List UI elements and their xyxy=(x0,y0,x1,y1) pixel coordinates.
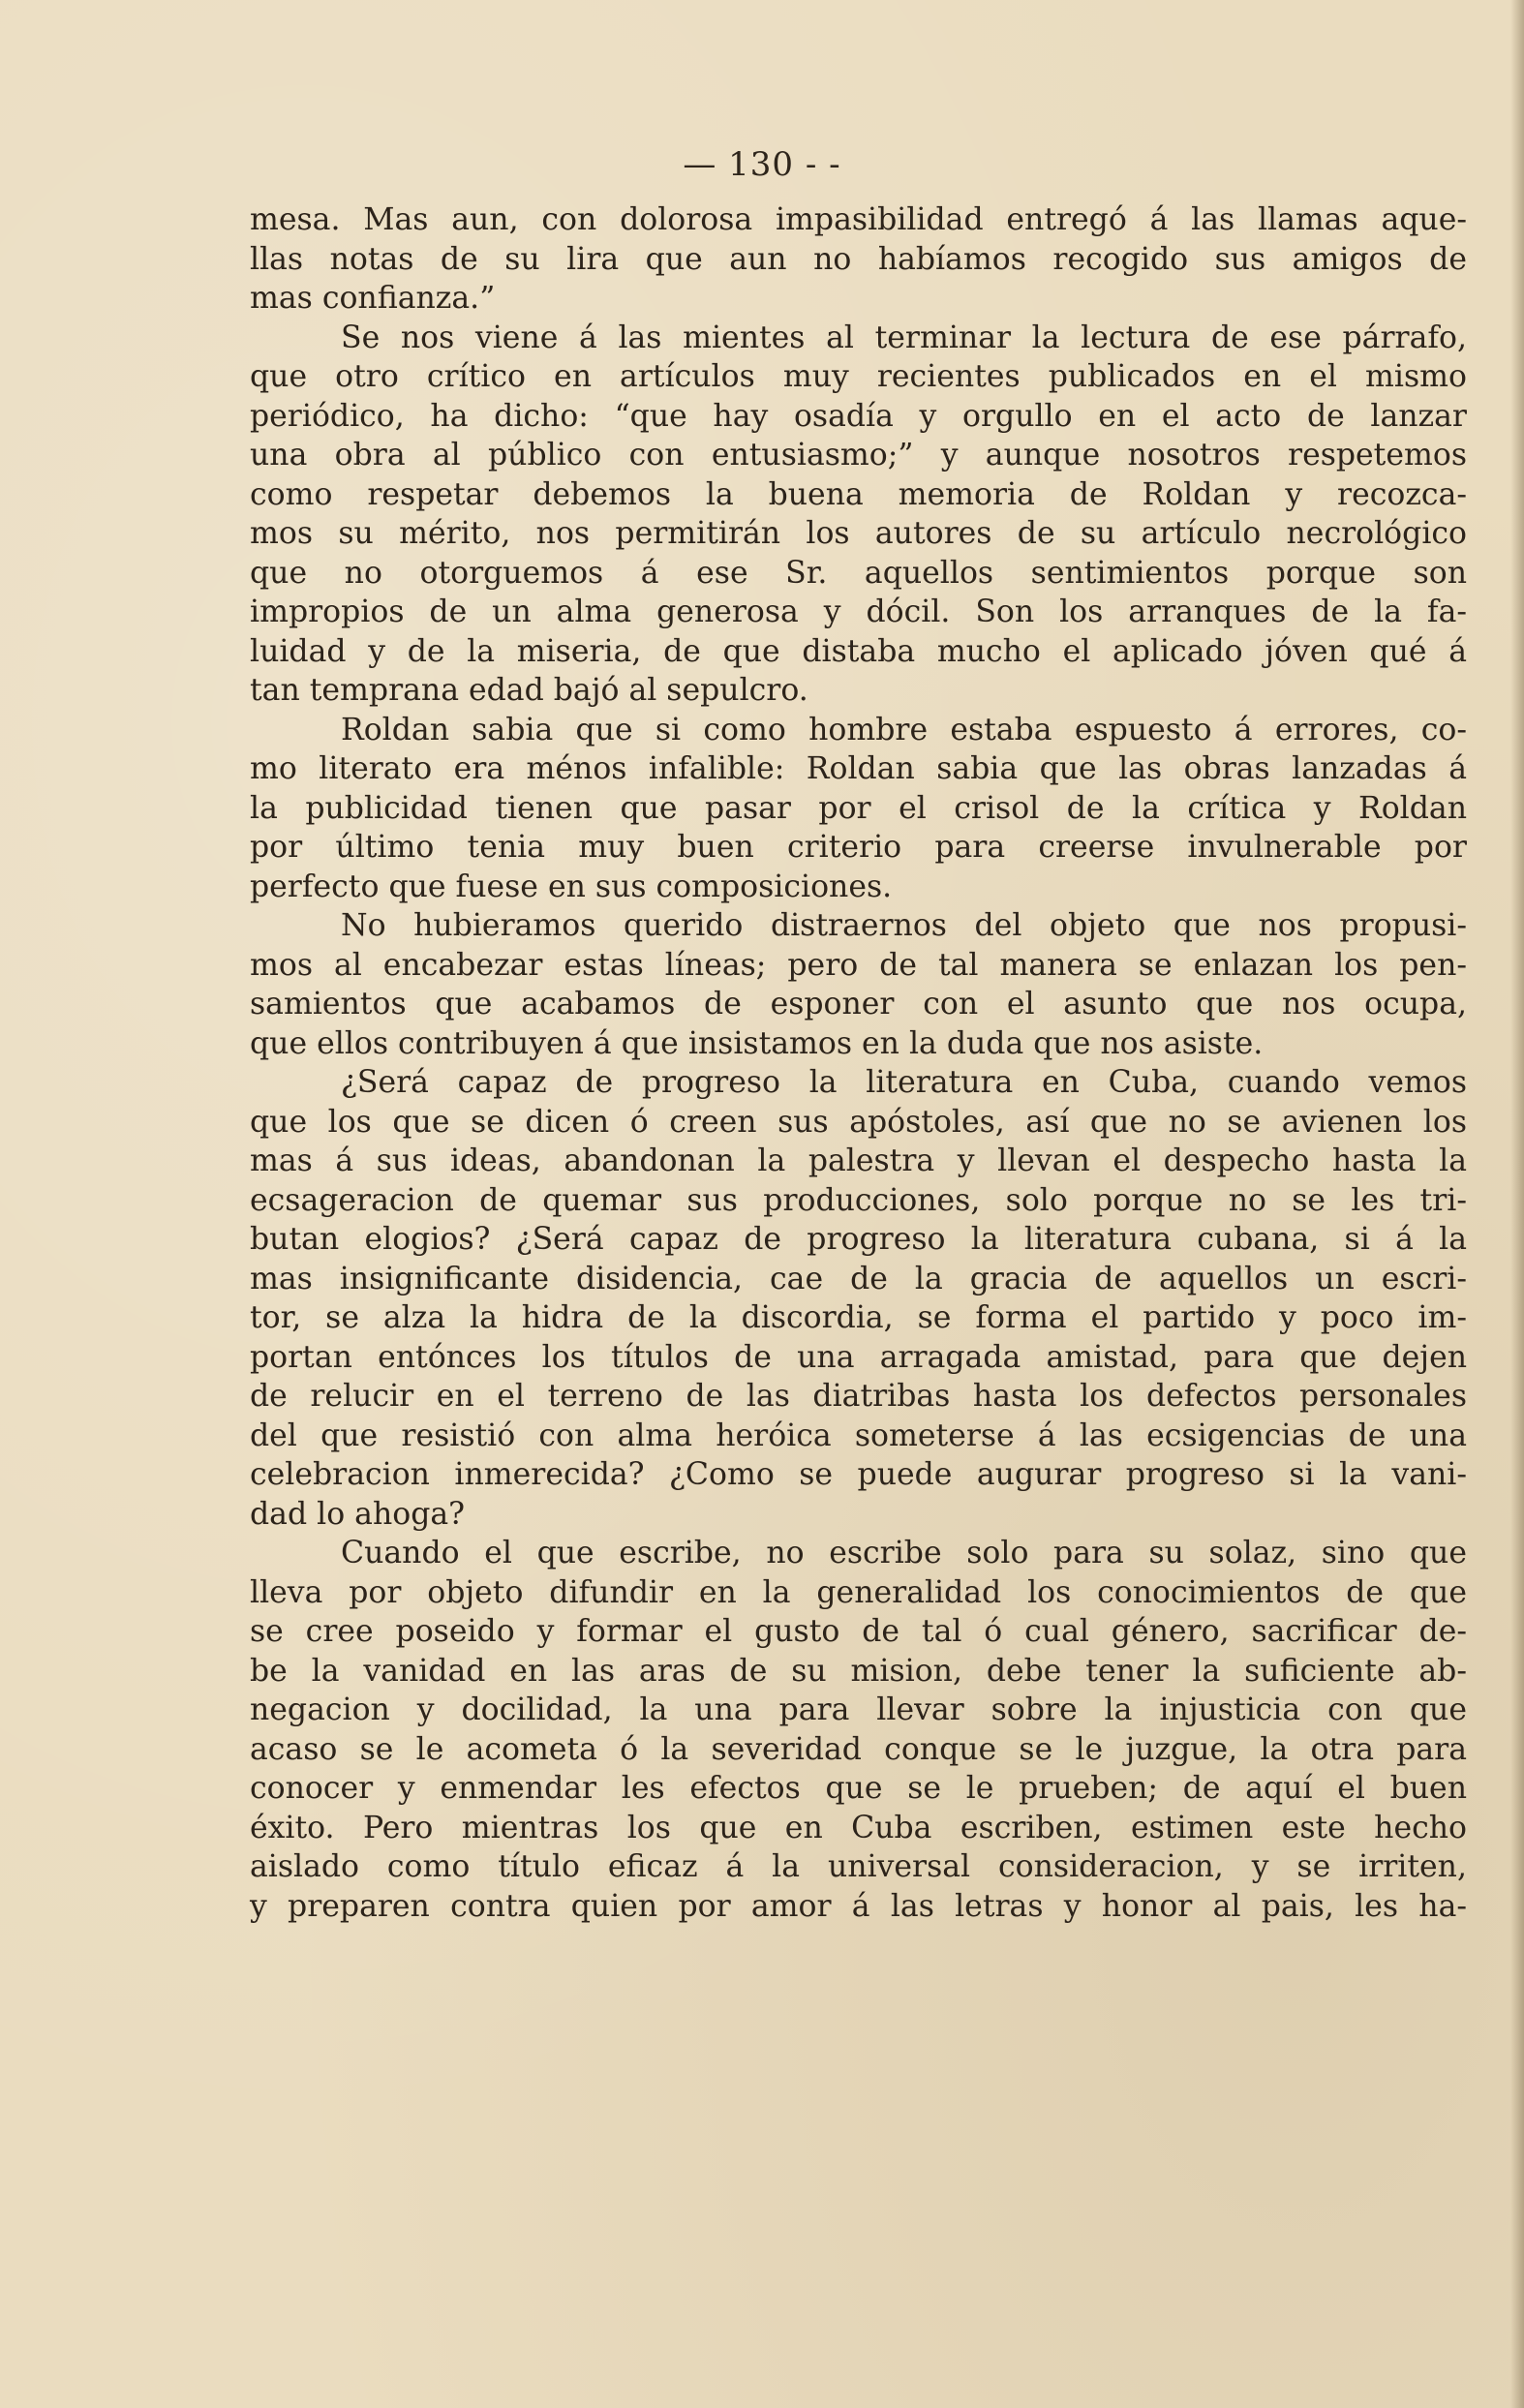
text-line: mas á sus ideas, abandonan la palestra y llevan el despecho hasta la xyxy=(250,1143,1467,1178)
text-line: portan entónces los títulos de una arragada amistad, para que dejen xyxy=(250,1339,1467,1375)
paragraph-first-line: Roldan sabia que si como hombre estaba espuesto á errores, co- xyxy=(341,712,1467,747)
text-line: mas insignificante disidencia, cae de la gracia de aquellos un escri- xyxy=(250,1261,1467,1296)
text-line: impropios de un alma generosa y dócil. Son los arranques de la fa- xyxy=(250,594,1467,629)
text-line: aislado como título eficaz á la universal consideracion, y se irriten, xyxy=(250,1849,1467,1884)
text-line: que otro crítico en artículos muy recientes publicados en el mismo xyxy=(250,359,1467,394)
paragraph-first-line: Se nos viene á las mientes al terminar la lectura de ese párrafo, xyxy=(341,320,1467,355)
text-line: se cree poseido y formar el gusto de tal ó cual género, sacrificar de- xyxy=(250,1614,1467,1649)
text-line: butan elogios? ¿Será capaz de progreso la literatura cubana, si á la xyxy=(250,1222,1467,1257)
text-line: perfecto que fuese en sus composiciones. xyxy=(250,869,893,904)
text-line: mos al encabezar estas líneas; pero de tal manera se enlazan los pen- xyxy=(250,947,1467,983)
page-number: — 130 - - xyxy=(683,145,841,184)
text-line: que no otorguemos á ese Sr. aquellos sentimientos porque son xyxy=(250,555,1467,591)
text-line: y preparen contra quien por amor á las letras y honor al pais, les ha- xyxy=(250,1888,1467,1924)
text-line: mo literato era ménos infalible: Roldan sabia que las obras lanzadas á xyxy=(250,751,1467,786)
text-line: lleva por objeto difundir en la generalidad los conocimientos de que xyxy=(250,1574,1467,1610)
paragraph-first-line: ¿Será capaz de progreso la literatura en Cuba, cuando vemos xyxy=(341,1065,1467,1100)
text-line: negacion y docilidad, la una para llevar sobre la injusticia con que xyxy=(250,1692,1467,1727)
text-line: tor, se alza la hidra de la discordia, se forma el partido y poco im- xyxy=(250,1300,1467,1335)
text-line: be la vanidad en las aras de su mision, debe tener la suficiente ab- xyxy=(250,1653,1467,1689)
body-text xyxy=(250,200,1467,1926)
page-edge-shadow xyxy=(1510,0,1524,2408)
text-line: por último tenia muy buen criterio para creerse invulnerable por xyxy=(250,830,1467,865)
text-line: del que resistió con alma heróica someterse á las ecsigencias de una xyxy=(250,1417,1467,1453)
text-line: conocer y enmendar les efectos que se le prueben; de aquí el buen xyxy=(250,1771,1467,1806)
text-line: mos su mérito, nos permitirán los autores de su artículo necrológico xyxy=(250,516,1467,551)
text-line: periódico, ha dicho: “que hay osadía y orgullo en el acto de lanzar xyxy=(250,398,1467,434)
text-line: dad lo ahoga? xyxy=(250,1496,466,1532)
text-line: acaso se le acometa ó la severidad conque se le juzgue, la otra para xyxy=(250,1731,1467,1767)
text-line: llas notas de su lira que aun no habíamos recogido sus amigos de xyxy=(250,241,1467,277)
paragraph-first-line: Cuando el que escribe, no escribe solo para su solaz, sino que xyxy=(341,1536,1467,1570)
text-line: que ellos contribuyen á que insistamos en la duda que nos asiste. xyxy=(250,1025,1264,1061)
text-line: de relucir en el terreno de las diatribas hasta los defectos personales xyxy=(250,1379,1467,1414)
text-line: mas confianza.” xyxy=(250,281,496,316)
text-line: que los que se dicen ó creen sus apóstoles, así que no se avienen los xyxy=(250,1104,1467,1140)
text-line: luidad y de la miseria, de que distaba mucho el aplicado jóven qué á xyxy=(250,633,1467,669)
text-line: éxito. Pero mientras los que en Cuba escriben, estimen este hecho xyxy=(250,1810,1467,1845)
paragraph-first-line: No hubieramos querido distraernos del objeto que nos propusi- xyxy=(341,908,1467,943)
text-line: samientos que acabamos de esponer con el asunto que nos ocupa, xyxy=(250,987,1467,1021)
text-line: como respetar debemos la buena memoria de Roldan y recozca- xyxy=(250,476,1467,512)
text-line: la publicidad tienen que pasar por el crisol de la crítica y Roldan xyxy=(250,790,1467,826)
text-line: una obra al público con entusiasmo;” y aunque nosotros respetemos xyxy=(250,438,1467,472)
text-line: mesa. Mas aun, con dolorosa impasibilidad entregó á las llamas aque- xyxy=(250,202,1467,237)
text-line: tan temprana edad bajó al sepulcro. xyxy=(250,673,808,708)
text-line: ecsageracion de quemar sus producciones, solo porque no se les tri- xyxy=(250,1182,1467,1218)
text-line: celebracion inmerecida? ¿Como se puede augurar progreso si la vani- xyxy=(250,1457,1467,1492)
